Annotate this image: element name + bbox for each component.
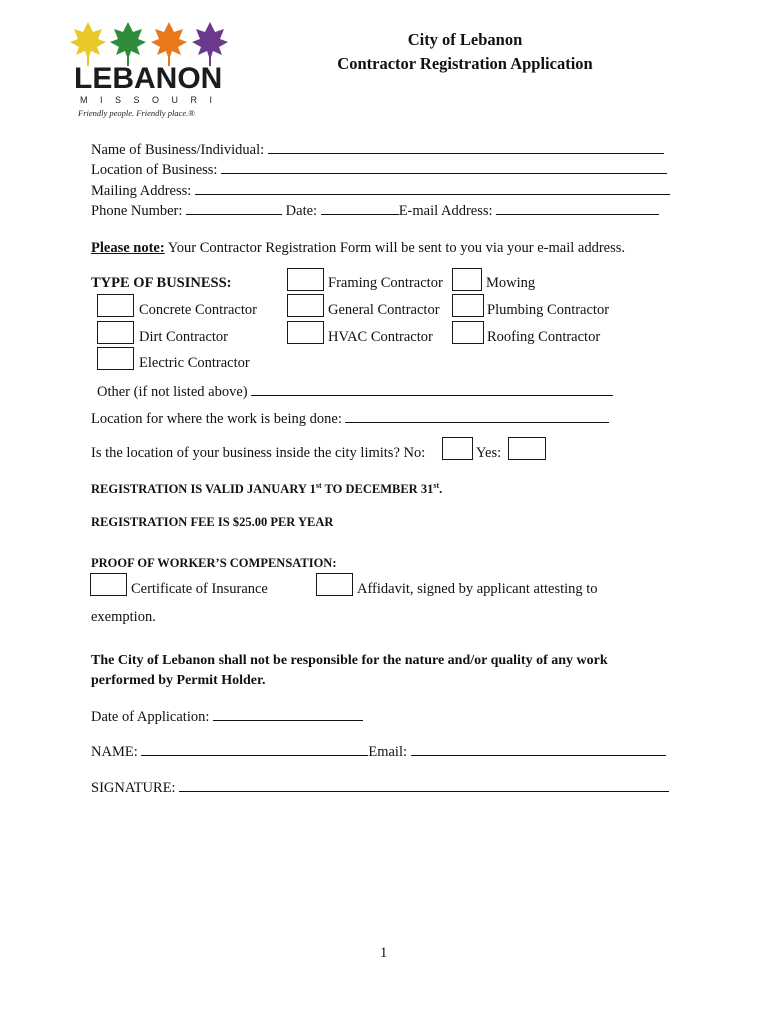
framing-checkbox[interactable]	[287, 268, 324, 291]
application-date-label: Date of Application:	[91, 709, 210, 725]
location-row	[91, 159, 667, 179]
disclaimer-line-2: performed by Permit Holder.	[91, 673, 266, 688]
mailing-label: Mailing Address:	[91, 183, 192, 199]
business-type-heading: TYPE OF BUSINESS:	[91, 275, 232, 291]
other-label: Other (if not listed above)	[97, 384, 248, 400]
affidavit-label: Affidavit, signed by applicant attesting to	[357, 581, 598, 597]
name-field[interactable]	[141, 741, 368, 756]
leaf-logo-icon	[66, 18, 246, 123]
electric-label: Electric Contractor	[139, 355, 250, 371]
note-text: Your Contractor Registration Form will be sent to you via your e-mail address.	[164, 240, 625, 256]
plumbing-label: Plumbing Contractor	[487, 302, 610, 318]
concrete-label: Concrete Contractor	[139, 302, 257, 318]
logo-tagline: Friendly people. Friendly place.®	[78, 108, 195, 118]
validity-sup-end: st	[433, 480, 440, 490]
business-name-label: Name of Business/Individual:	[91, 142, 265, 158]
compensation-heading: PROOF OF WORKER’S COMPENSATION:	[91, 556, 337, 570]
page-number: 1	[380, 945, 388, 961]
validity-text-end: TO DECEMBER 31	[321, 482, 434, 496]
validity-text-start: REGISTRATION IS VALID JANUARY 1	[91, 482, 316, 496]
page-title: City of Lebanon	[407, 30, 523, 49]
electric-checkbox[interactable]	[97, 347, 134, 370]
name-label: NAME:	[91, 744, 138, 760]
mowing-label: Mowing	[486, 275, 536, 291]
email-field-bottom[interactable]	[411, 741, 666, 756]
city-limits-yes-label: Yes:	[476, 445, 502, 461]
date-field[interactable]	[321, 200, 399, 215]
signature-row	[91, 777, 669, 797]
city-limits-no-checkbox[interactable]	[442, 437, 473, 460]
logo-word: LEBANON	[74, 62, 223, 95]
name-email-row	[91, 741, 666, 761]
certificate-label: Certificate of Insurance	[131, 581, 268, 597]
location-label: Location of Business:	[91, 162, 218, 178]
city-limits-question: Is the location of your business inside the city limits? No:	[91, 445, 426, 461]
affidavit-continued: exemption.	[91, 609, 156, 625]
phone-label: Phone Number:	[91, 203, 183, 219]
application-date-row	[91, 706, 363, 726]
note-label: Please note:	[91, 240, 165, 256]
phone-field[interactable]	[186, 200, 282, 215]
certificate-checkbox[interactable]	[90, 573, 127, 596]
hvac-label: HVAC Contractor	[328, 329, 433, 345]
note-row	[91, 239, 625, 257]
roofing-label: Roofing Contractor	[487, 329, 601, 345]
work-location-row	[91, 408, 609, 428]
registration-fee: REGISTRATION FEE IS $25.00 PER YEAR	[91, 515, 334, 529]
logo-state: M I S S O U R I	[80, 95, 218, 105]
work-location-label: Location for where the work is being done:	[91, 411, 342, 427]
email-label: E-mail Address:	[398, 203, 493, 219]
signature-field[interactable]	[179, 777, 669, 792]
affidavit-checkbox[interactable]	[316, 573, 353, 596]
roofing-checkbox[interactable]	[452, 321, 484, 344]
general-checkbox[interactable]	[287, 294, 324, 317]
email-field[interactable]	[496, 200, 659, 215]
disclaimer	[91, 651, 608, 691]
hvac-checkbox[interactable]	[287, 321, 324, 344]
email-label-bottom: Email:	[368, 744, 408, 760]
location-field[interactable]	[221, 159, 667, 174]
mailing-row	[91, 180, 670, 200]
date-label: Date:	[285, 203, 318, 219]
dirt-label: Dirt Contractor	[139, 329, 228, 345]
application-date-field[interactable]	[213, 706, 363, 721]
city-logo	[66, 18, 246, 123]
other-row	[97, 381, 613, 401]
page-subtitle: Contractor Registration Application	[337, 54, 593, 73]
registration-validity	[91, 482, 442, 497]
phone-row	[91, 200, 659, 220]
mailing-field[interactable]	[195, 180, 670, 195]
concrete-checkbox[interactable]	[97, 294, 134, 317]
validity-sup-start: st	[315, 480, 322, 490]
general-label: General Contractor	[328, 302, 440, 318]
work-location-field[interactable]	[345, 408, 609, 423]
plumbing-checkbox[interactable]	[452, 294, 484, 317]
business-name-row	[91, 139, 664, 159]
city-limits-yes-checkbox[interactable]	[508, 437, 546, 460]
dirt-checkbox[interactable]	[97, 321, 134, 344]
mowing-checkbox[interactable]	[452, 268, 482, 291]
validity-period: .	[439, 482, 443, 496]
signature-label: SIGNATURE:	[91, 780, 176, 796]
disclaimer-line-1: The City of Lebanon shall not be responsible for the nature and/or quality of any work	[91, 653, 608, 668]
business-name-field[interactable]	[268, 139, 664, 154]
framing-label: Framing Contractor	[328, 275, 443, 291]
other-field[interactable]	[251, 381, 613, 396]
